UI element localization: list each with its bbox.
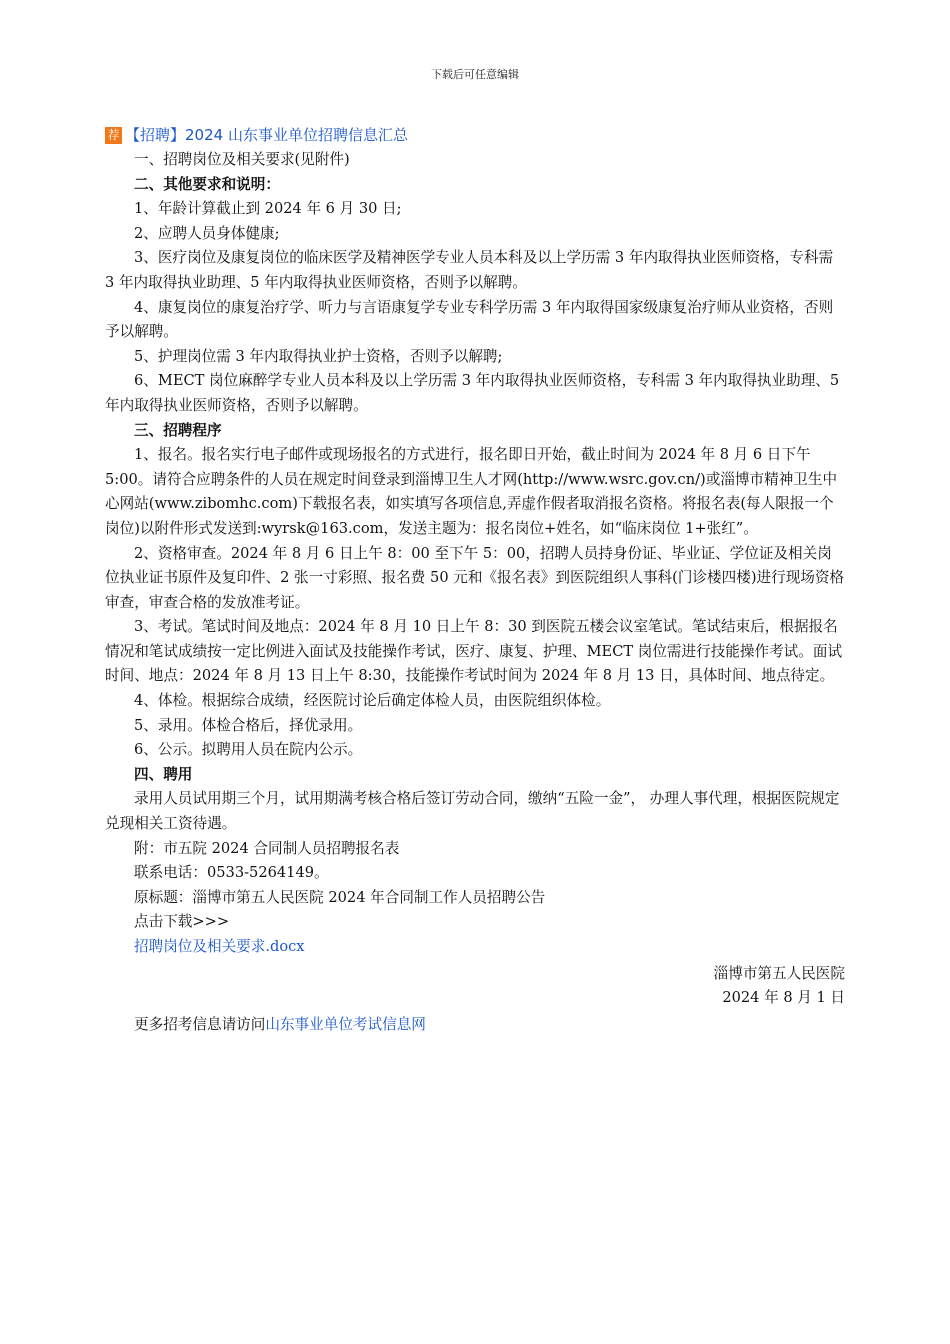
- paragraph-publicity: 6、公示。拟聘用人员在院内公示。: [134, 741, 363, 759]
- paragraph-phone: 联系电话：0533-5264149。: [134, 864, 329, 882]
- paragraph-nursing-post: 5、护理岗位需 3 年内取得执业护士资格，否则予以解聘;: [134, 347, 503, 365]
- paragraph-original-title: 原标题：淄博市第五人民医院 2024 年合同制工作人员招聘公告: [134, 888, 546, 906]
- header-note: 下载后可任意编辑: [431, 68, 519, 81]
- document-body: [105, 122, 845, 1037]
- paragraph-attachment: 附：市五院 2024 合同制人员招聘报名表: [134, 839, 400, 857]
- paragraph-hiring: 5、录用。体检合格后，择优录用。: [134, 716, 363, 734]
- title-row: [105, 122, 845, 148]
- attachment-download-link[interactable]: 招聘岗位及相关要求.docx: [134, 938, 305, 955]
- section-heading-2: 二、其他要求和说明：: [134, 175, 280, 193]
- paragraph-registration: 1、报名。报名实行电子邮件或现场报名的方式进行，报名即日开始，截止时间为 2024 年 8 月 6 日下午 5:00。请符合应聘条件的人员在规定时间登录到淄博卫生人才网(http://www.wsrc.gov.cn/)或淄博市精神卫生中心网站(www.zibomhc.com)下载报名表，如实填写各项信息,弄虚作假者取消报名资格。将报名表(每人限报一个岗位)以附件形式发送到:wyrsk@163.com，发送主题为：报名岗位+姓名，如“临床岗位 1+张红”。: [105, 446, 838, 537]
- recommend-badge-icon: 荐: [105, 127, 122, 144]
- signature-date: 2024 年 8 月 1 日: [722, 989, 845, 1007]
- paragraph-rehab-post: 4、康复岗位的康复治疗学、听力与言语康复学专业专科学历需 3 年内取得国家级康复治疗师从业资格，否则予以解聘。: [105, 298, 834, 341]
- paragraph-mect-post: 6、MECT 岗位麻醉学专业人员本科及以上学历需 3 年内取得执业医师资格，专科需 3 年内取得执业助理、5 年内取得执业医师资格，否则予以解聘。: [105, 372, 840, 414]
- page-title[interactable]: 【招聘】2024 山东事业单位招聘信息汇总: [125, 125, 408, 144]
- section-heading-1: 一、招聘岗位及相关要求(见附件): [134, 151, 350, 168]
- paragraph-download-label: 点击下载>>>: [134, 913, 230, 931]
- section-heading-3: 三、招聘程序: [134, 421, 222, 439]
- footer-site-link[interactable]: 山东事业单位考试信息网: [265, 1015, 426, 1033]
- footer-prefix: 更多招考信息请访问: [134, 1015, 266, 1033]
- paragraph-medical-post: 3、医疗岗位及康复岗位的临床医学及精神医学专业人员本科及以上学历需 3 年内取得执业医师资格，专科需 3 年内取得执业助理、5 年内取得执业医师资格，否则予以解聘。: [105, 249, 834, 291]
- paragraph-qualification: 2、资格审查。2024 年 8 月 6 日上午 8：00 至下午 5：00，招聘人员持身份证、毕业证、学位证及相关岗位执业证书原件及复印件、2 张一寸彩照、报名费 50 元和《报名表》到医院组织人事科(门诊楼四楼)进行现场资格审查，审查合格的发放准考证。: [105, 544, 845, 611]
- section-heading-4: 四、聘用: [134, 765, 193, 783]
- footer-line: [105, 1013, 845, 1038]
- paragraph-physical-exam: 4、体检。根据综合成绩，经医院讨论后确定体检人员，由医院组织体检。: [134, 692, 611, 710]
- paragraph-exam: 3、考试。笔试时间及地点：2024 年 8 月 10 日上午 8：30 到医院五楼会议室笔试。笔试结束后，根据报名情况和笔试成绩按一定比例进入面试及技能操作考试，医疗、康复、护理、MECT 岗位需进行技能操作考试。面试时间、地点：2024 年 8 月 13 日上午 8:30，技能操作考试时间为 2024 年 8 月 13 日，具体时间、地点待定。: [105, 618, 843, 685]
- paragraph-age: 1、年龄计算截止到 2024 年 6 月 30 日;: [134, 200, 402, 218]
- paragraph-health: 2、应聘人员身体健康;: [134, 224, 280, 242]
- paragraph-employment: 录用人员试用期三个月，试用期满考核合格后签订劳动合同，缴纳“五险一金”， 办理人事代理，根据医院规定兑现相关工资待遇。: [105, 790, 840, 833]
- signature-org: 淄博市第五人民医院: [713, 964, 845, 982]
